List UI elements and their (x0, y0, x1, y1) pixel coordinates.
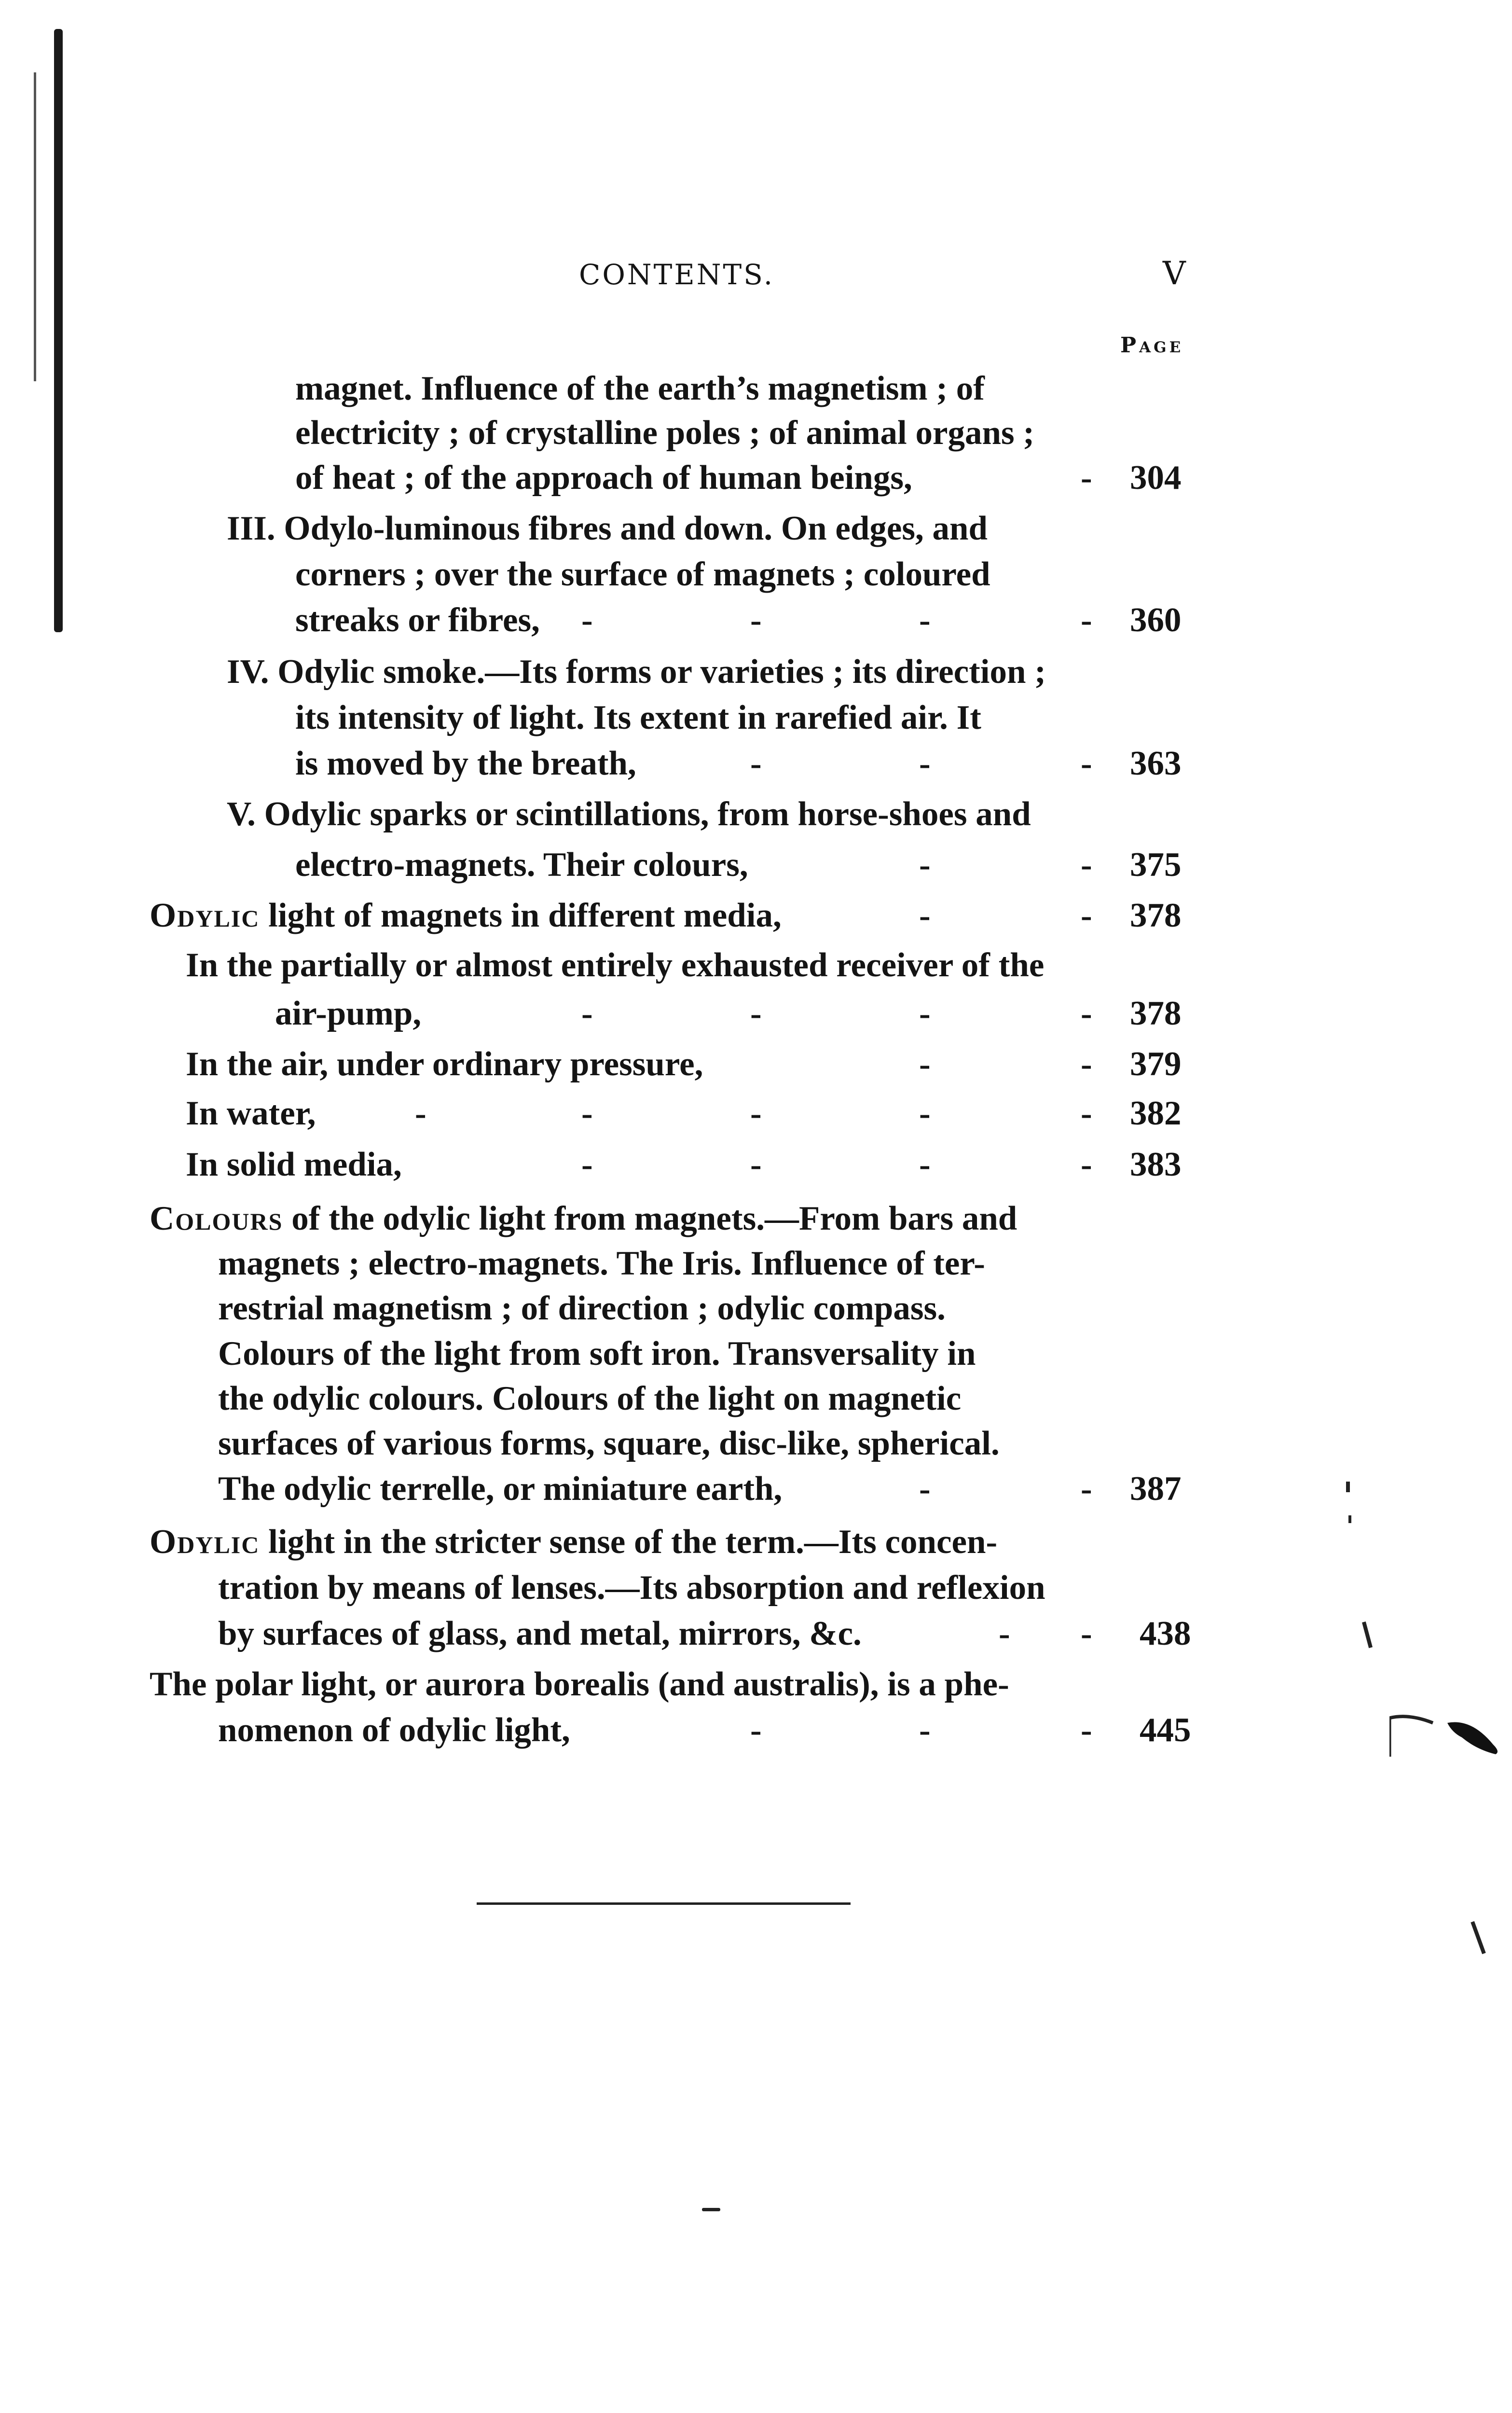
entry-text: light of magnets in different media, (268, 897, 782, 934)
leader-dash: - (919, 1095, 931, 1132)
leader-dash: - (750, 995, 762, 1032)
page-column-label: Page (1120, 333, 1184, 358)
leader-dash: - (750, 1711, 762, 1749)
ink-smudge (1389, 1704, 1505, 1781)
leader-dash: - (1081, 1045, 1092, 1083)
section-rule (477, 1902, 851, 1905)
toc-line: magnet. Influence of the earth’s magnetism ; of (295, 370, 985, 407)
leader-dash: - (1081, 1095, 1092, 1132)
leader-dash: - (750, 1146, 762, 1183)
toc-page-number: 379 (1130, 1045, 1182, 1083)
leader-dash: - (919, 897, 931, 934)
toc-line: The odylic terrelle, or miniature earth, (218, 1470, 783, 1508)
leader-dash: - (1081, 1146, 1092, 1183)
binding-line (34, 72, 36, 381)
leader-dash: - (999, 1615, 1010, 1652)
toc-page-number: 363 (1130, 745, 1182, 782)
toc-line: surfaces of various forms, square, disc-like, spherical. (218, 1425, 1000, 1462)
toc-line: is moved by the breath, (295, 745, 636, 782)
toc-line (150, 1202, 1017, 1236)
leader-dash: - (750, 601, 762, 639)
leader-dash: - (919, 745, 931, 782)
toc-line (150, 1525, 997, 1559)
leader-dash: - (1081, 846, 1092, 884)
leader-dash: - (1081, 1711, 1092, 1749)
toc-line: Colours of the light from soft iron. Transversality in (218, 1335, 976, 1373)
toc-line (150, 899, 782, 933)
leader-dash: - (1081, 601, 1092, 639)
binding-shadow (54, 29, 63, 632)
toc-page-number: 378 (1130, 897, 1182, 934)
leader-dash: - (919, 1045, 931, 1083)
toc-page-number: 438 (1140, 1615, 1191, 1652)
toc-page-number: 382 (1130, 1095, 1182, 1132)
toc-line: The polar light, or aurora borealis (and australis), is a phe- (150, 1665, 1009, 1703)
toc-line: In the air, under ordinary pressure, (186, 1045, 703, 1083)
entry-lead-word: Colours (150, 1200, 283, 1237)
toc-line: corners ; over the surface of magnets ; coloured (295, 555, 990, 593)
toc-line: restrial magnetism ; of direction ; odylic compass. (218, 1290, 946, 1327)
toc-line: magnets ; electro-magnets. The Iris. Influence of ter- (218, 1245, 985, 1282)
leader-dash: - (581, 1095, 593, 1132)
toc-line: tration by means of lenses.—Its absorption and reflexion (218, 1569, 1045, 1607)
leader-dash: - (919, 1470, 931, 1508)
toc-line: by surfaces of glass, and metal, mirrors, &c. (218, 1615, 862, 1652)
leader-dash: - (415, 1095, 426, 1132)
leader-dash: - (581, 601, 593, 639)
toc-line: IV. Odylic smoke.—Its forms or varieties ; its direction ; (227, 653, 1046, 691)
toc-page-number: 383 (1130, 1146, 1182, 1183)
toc-line: electricity ; of crystalline poles ; of animal organs ; (295, 414, 1035, 452)
print-speck (1362, 1622, 1373, 1648)
leader-dash: - (1081, 1470, 1092, 1508)
leader-dash: - (1081, 745, 1092, 782)
leader-dash: - (1081, 897, 1092, 934)
toc-page-number: 304 (1130, 459, 1182, 497)
toc-line: of heat ; of the approach of human beings, (295, 459, 912, 497)
leader-dash: - (581, 995, 593, 1032)
entry-text: of the odylic light from magnets.—From bars and (291, 1200, 1017, 1237)
toc-page-number: 378 (1130, 995, 1182, 1032)
print-speck (1346, 1482, 1350, 1492)
entry-lead-word: Odylic (150, 1523, 260, 1561)
leader-dash: - (1081, 1615, 1092, 1652)
print-speck (1348, 1515, 1351, 1523)
entry-text: light in the stricter sense of the term.—Its concen- (268, 1523, 998, 1561)
toc-line: In solid media, (186, 1146, 402, 1183)
toc-page-number: 387 (1130, 1470, 1182, 1508)
print-speck (1471, 1921, 1485, 1955)
leader-dash: - (1081, 459, 1092, 497)
toc-line: V. Odylic sparks or scintillations, from horse-shoes and (227, 795, 1031, 833)
entry-lead-word: Odylic (150, 897, 260, 934)
leader-dash: - (919, 846, 931, 884)
toc-line: III. Odylo-luminous fibres and down. On edges, and (227, 510, 988, 547)
toc-line: In the partially or almost entirely exhausted receiver of the (186, 946, 1045, 984)
running-header-page-number: V (1163, 255, 1186, 292)
leader-dash: - (581, 1146, 593, 1183)
toc-line: streaks or fibres, (295, 601, 540, 639)
leader-dash: - (919, 601, 931, 639)
leader-dash: - (919, 1711, 931, 1749)
leader-dash: - (919, 995, 931, 1032)
toc-line: the odylic colours. Colours of the light on magnetic (218, 1380, 962, 1417)
toc-page-number: 375 (1130, 846, 1182, 884)
leader-dash: - (1081, 995, 1092, 1032)
leader-dash: - (750, 745, 762, 782)
toc-page-number: 445 (1140, 1711, 1191, 1749)
toc-line: its intensity of light. Its extent in rarefied air. It (295, 699, 981, 736)
toc-line: electro-magnets. Their colours, (295, 846, 748, 884)
toc-line: nomenon of odylic light, (218, 1711, 570, 1749)
running-header-title: CONTENTS. (579, 258, 775, 291)
leader-dash: - (750, 1095, 762, 1132)
toc-page-number: 360 (1130, 601, 1182, 639)
leader-dash: - (919, 1146, 931, 1183)
toc-line: In water, (186, 1095, 316, 1132)
print-speck (702, 2208, 720, 2211)
toc-line: air-pump, (275, 995, 422, 1032)
